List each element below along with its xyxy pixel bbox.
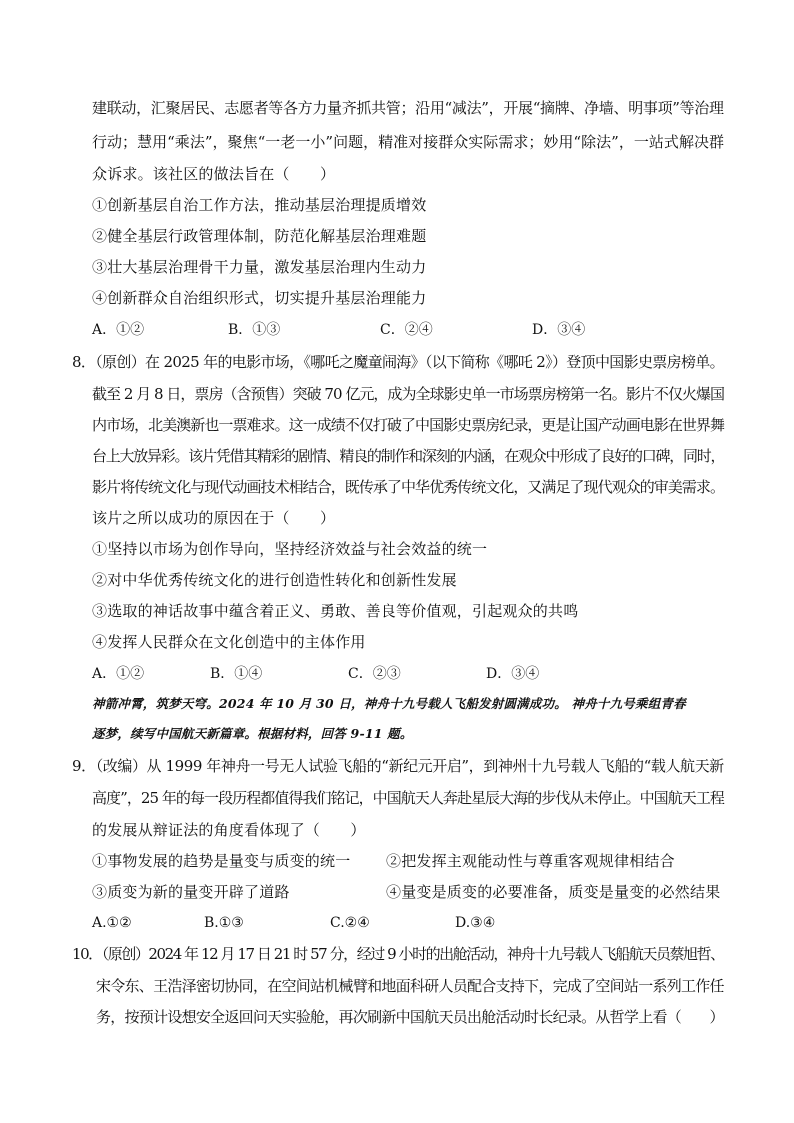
- q8-stem-line-1: 8．（原创）在 2025 年的电影市场，《哪吒之魔童闹海》（以下简称《哪吒 2》）登顶中国影史票房榜单。: [72, 353, 724, 371]
- q7-item-4: ④创新群众自治组织形式，切实提升基层治理能力: [92, 289, 427, 307]
- q7-item-2: ②健全基层行政管理体制，防范化解基层治理难题: [92, 227, 427, 245]
- q7-option-b: B．①③: [228, 322, 281, 338]
- q9-item-3: ③质变为新的量变开辟了道路: [92, 883, 290, 901]
- q9-option-c: C.②④: [330, 915, 370, 931]
- material-line-1: 神箭冲霄，筑梦天穹。2024 年 10 月 30 日，神舟十九号载人飞船发射圆满成功。 神舟十九号乘组青春: [92, 696, 686, 711]
- q8-stem-line-3: 内市场，北美澳新也一票难求。这一成绩不仅打破了中国影史票房纪录，更是让国产动画电影在世界舞: [92, 416, 725, 434]
- q8-option-a: A．①②: [92, 666, 145, 682]
- q7-stem-line-3: 众诉求。该社区的做法旨在（ ）: [92, 165, 336, 183]
- q9-stem-line-1: 9．（改编）从 1999 年神舟一号无人试验飞船的“新纪元开启”，到神州十九号载人飞船的“载人航天新: [72, 757, 724, 775]
- q9-option-d: D.③④: [455, 915, 496, 931]
- q9-item-2: ②把发挥主观能动性与尊重客观规律相结合: [386, 852, 675, 870]
- q7-item-3: ③壮大基层治理骨干力量，激发基层治理内生动力: [92, 258, 427, 276]
- q9-option-b: B.①③: [204, 915, 244, 931]
- q8-stem-line-5: 影片将传统文化与现代动画技术相结合，既传承了中华优秀传统文化，又满足了现代观众的审美需求。: [92, 478, 725, 496]
- q9-stem-line-2: 高度”，25 年的每一段历程都值得我们铭记，中国航天人奔赴星辰大海的步伐从未停止。中国航天工程: [92, 789, 724, 807]
- q7-option-d: D．③④: [532, 322, 586, 338]
- q9-stem-line-3: 的发展从辩证法的角度看体现了（ ）: [92, 821, 366, 839]
- q8-item-3: ③选取的神话故事中蕴含着正义、勇敢、善良等价值观，引起观众的共鸣: [92, 602, 579, 620]
- q10-stem-line-3: 务，按预计设想安全返回问天实验舱，再次刷新中国航天员出舱活动时长纪录。从哲学上看（ ）: [96, 1008, 724, 1026]
- q9-item-4: ④量变是质变的必要准备，质变是量变的必然结果: [386, 883, 721, 901]
- q8-option-b: B．①④: [210, 666, 263, 682]
- q8-option-d: D．③④: [486, 666, 540, 682]
- q8-item-2: ②对中华优秀传统文化的进行创造性转化和创新性发展: [92, 571, 457, 589]
- q8-option-c: C．②③: [348, 666, 401, 682]
- q10-stem-line-2: 宋令东、王浩泽密切协同，在空间站机械臂和地面科研人员配合支持下，完成了空间站一系列工作任: [96, 977, 724, 995]
- q7-option-c: C．②④: [380, 322, 433, 338]
- q7-option-a: A．①②: [92, 322, 145, 338]
- material-line-2: 逐梦，续写中国航天新篇章。根据材料，回答 9-11 题。: [92, 726, 413, 741]
- q8-stem-line-2: 截至 2 月 8 日，票房（含预售）突破 70 亿元，成为全球影史单一市场票房榜第一名。影片不仅火爆国: [92, 385, 724, 403]
- q9-option-a: A.①②: [92, 915, 132, 931]
- q8-item-1: ①坚持以市场为创作导向，坚持经济效益与社会效益的统一: [92, 540, 488, 558]
- q7-stem-line-2: 行动；慧用“乘法”，聚焦“一老一小”问题，精准对接群众实际需求；妙用“除法”，一站式解决群: [92, 133, 725, 151]
- q8-item-4: ④发挥人民群众在文化创造中的主体作用: [92, 633, 366, 651]
- q7-stem-line-1: 建联动，汇聚居民、志愿者等各方力量齐抓共管；沿用“减法”，开展“摘牌、净墙、明事项”等治理: [92, 99, 724, 117]
- q10-stem-line-1: 10．（原创）2024 年 12 月 17 日 21 时 57 分，经过 9 小时的出舱活动，神舟十九号载人飞船航天员蔡旭哲、: [72, 945, 724, 963]
- q7-item-1: ①创新基层自治工作方法，推动基层治理提质增效: [92, 196, 427, 214]
- q8-stem-line-6: 该片之所以成功的原因在于（ ）: [92, 509, 336, 527]
- q8-stem-line-4: 台上大放异彩。该片凭借其精彩的剧情、精良的制作和深刻的内涵，在观众中形成了良好的口碑，同时，: [92, 447, 725, 465]
- q9-item-1: ①事物发展的趋势是量变与质变的统一: [92, 852, 351, 870]
